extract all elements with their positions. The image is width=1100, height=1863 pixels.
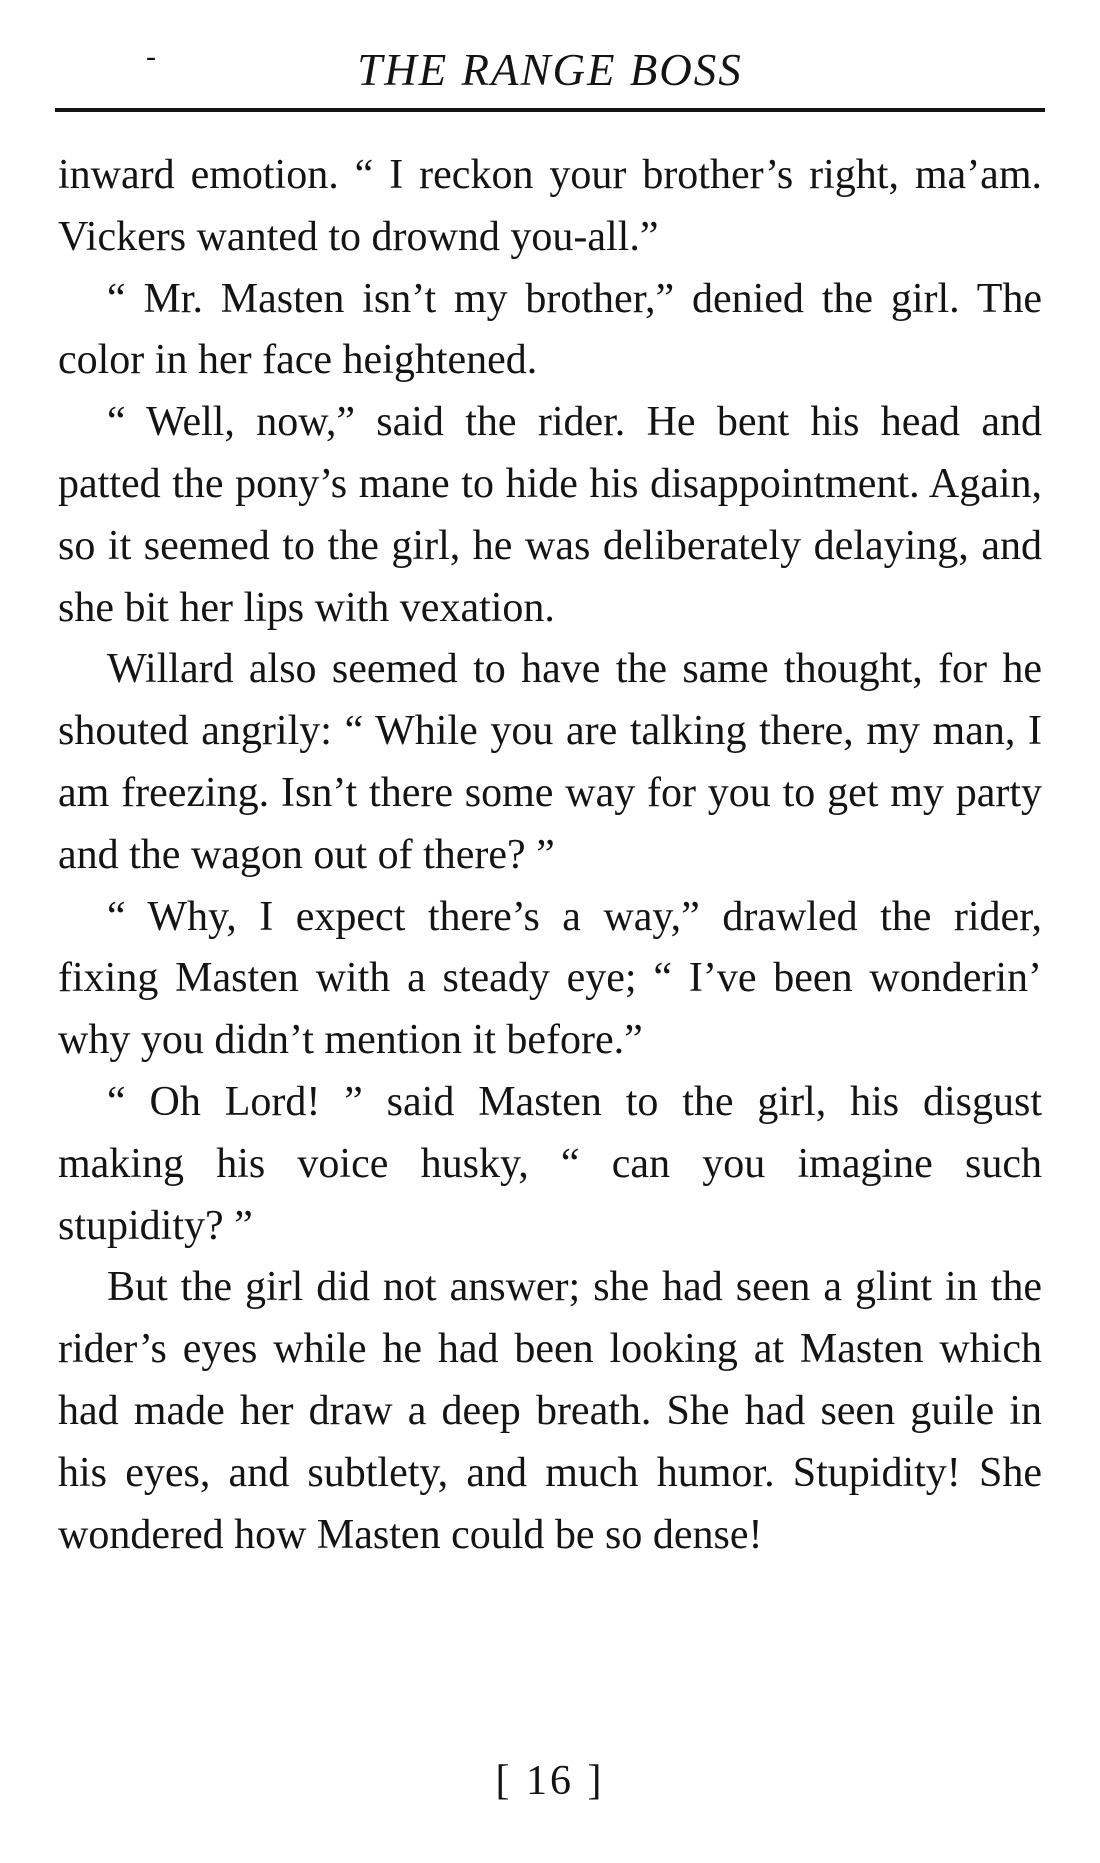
paragraph: “ Mr. Masten isn’t my brother,” denied the girl. The color in her face heightened. — [58, 275, 1042, 384]
body-text — [58, 145, 1042, 1566]
paragraph-continuation: inward emotion. “ I reckon your brother’s right, ma’am. Vickers wanted to drownd you-all.” — [58, 152, 1042, 260]
paragraph: “ Well, now,” said the rider. He bent his head and patted the pony’s mane to hide his disappointment. Again, so it seemed to the girl, he was deliberately delaying, and she bit her lips with vexation. — [58, 399, 1042, 631]
page-number: [ 16 ] — [495, 1758, 605, 1804]
paragraph: Willard also seemed to have the same thought, for he shouted angrily: “ While you are talking there, my man, I am freezing. Isn’t there some way for you to get my party and the wagon out of there? ” — [58, 646, 1042, 878]
running-title: THE RANGE BOSS — [357, 45, 743, 95]
page-mark: - — [146, 40, 156, 73]
header-rule — [55, 108, 1045, 112]
paragraph: But the girl did not answer; she had seen a glint in the rider’s eyes while he had been looking at Masten which had made her draw a deep breath. She had seen guile in his eyes, and subtlety, and much humor. Stupidity! She wondered how Masten could be so dense! — [58, 1264, 1042, 1558]
paragraph: “ Oh Lord! ” said Masten to the girl, his disgust making his voice husky, “ can you imagine such stupidity? ” — [58, 1078, 1042, 1249]
paragraph: “ Why, I expect there’s a way,” drawled the rider, fixing Masten with a steady eye; “ I’ve been wonderin’ why you didn’t mention it before.” — [58, 893, 1042, 1064]
